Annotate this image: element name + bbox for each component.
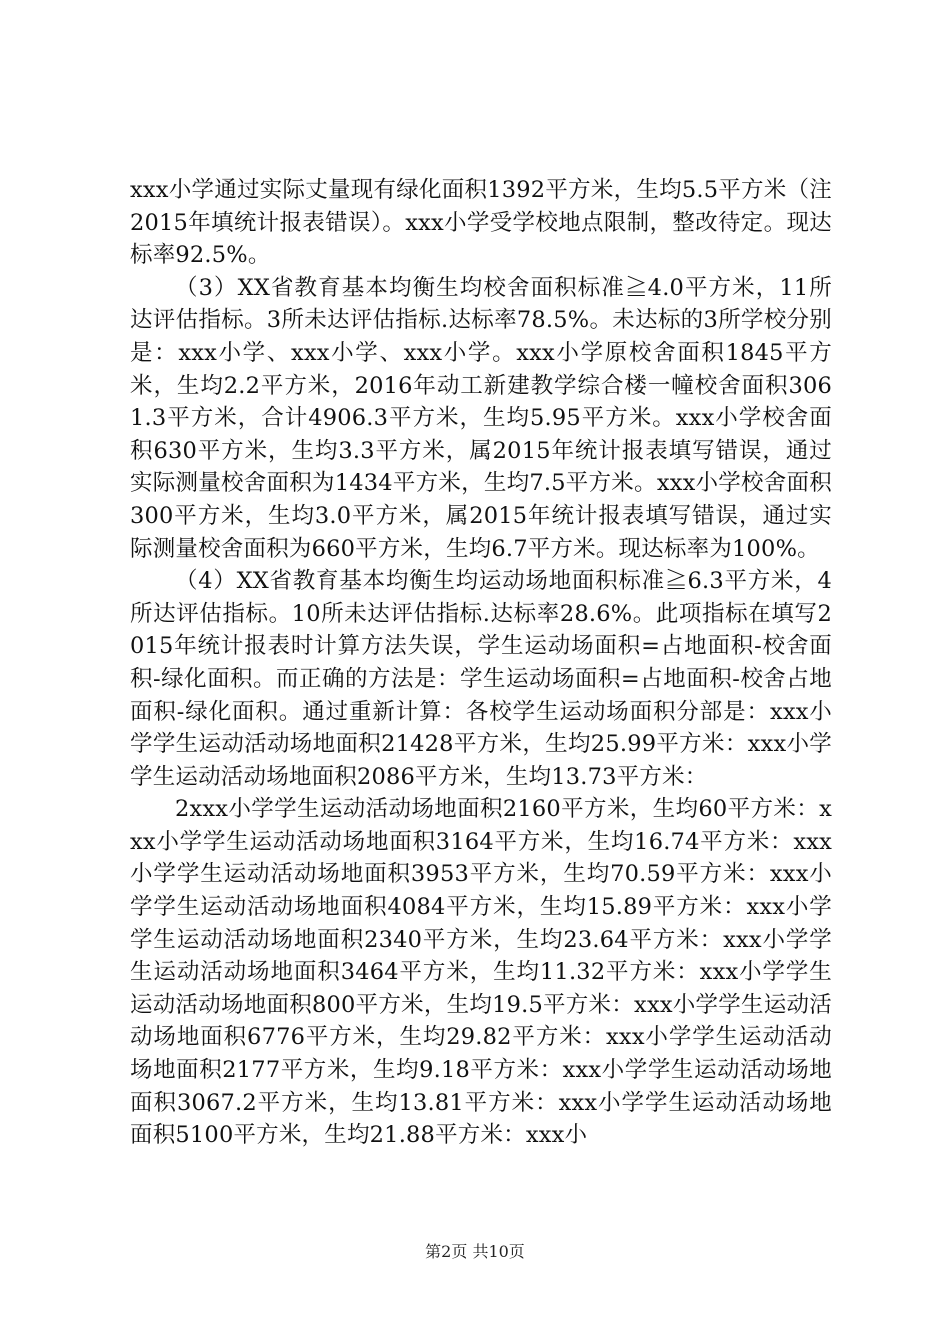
document-body	[130, 174, 832, 1152]
paragraph-greening-area: xxx小学通过实际丈量现有绿化面积1392平方米，生均5.5平方米（注2015年填统计报表错误）。xxx小学受学校地点限制，整改待定。现达标率92.5%。	[130, 177, 832, 269]
page-number-footer: 第2页 共10页	[425, 1242, 525, 1261]
paragraph-sports-field-list: 2xxx小学学生运动活动场地面积2160平方米，生均60平方米：xxx小学学生运动活动场地面积3164平方米，生均16.74平方米：xxx小学学生运动活动场地面积3953平方米，生均70.59平方米：xxx小学学生运动活动场地面积4084平方米，生均15.89平方米：xxx小学学生运动活动场地面积2340平方米，生均23.64平方米：xxx小学学生运动活动场地面积3464平方米，生均11.32平方米：xxx小学学生运动活动场地面积800平方米，生均19.5平方米：xxx小学学生运动活动场地面积6776平方米，生均29.82平方米：xxx小学学生运动活动场地面积2177平方米，生均9.18平方米：xxx小学学生运动活动场地面积3067.2平方米，生均13.81平方米：xxx小学学生运动活动场地面积5100平方米，生均21.88平方米：xxx小	[130, 796, 832, 1149]
paragraph-sports-field-area: （4）XX省教育基本均衡生均运动场地面积标准≧6.3平方米，4所达评估指标。10所未达评估指标.达标率28.6%。此项指标在填写2015年统计报表时计算方法失误，学生运动场面积=占地面积-校舍面积-绿化面积。而正确的方法是：学生运动场面积=占地面积-校舍占地面积-绿化面积。通过重新计算：各校学生运动场面积分部是：xxx小学学生运动活动场地面积21428平方米，生均25.99平方米：xxx小学学生运动活动场地面积2086平方米，生均13.73平方米：	[130, 568, 832, 790]
paragraph-school-building-area: （3）XX省教育基本均衡生均校舍面积标准≧4.0平方米，11所达评估指标。3所未达评估指标.达标率78.5%。未达标的3所学校分别是：xxx小学、xxx小学、xxx小学。xxx小学原校舍面积1845平方米，生均2.2平方米，2016年动工新建教学综合楼一幢校舍面积3061.3平方米，合计4906.3平方米，生均5.95平方米。xxx小学校舍面积630平方米，生均3.3平方米，属2015年统计报表填写错误，通过实际测量校舍面积为1434平方米，生均7.5平方米。xxx小学校舍面积300平方米，生均3.0平方米，属2015年统计报表填写错误，通过实际测量校舍面积为660平方米，生均6.7平方米。现达标率为100%。	[130, 274, 832, 562]
